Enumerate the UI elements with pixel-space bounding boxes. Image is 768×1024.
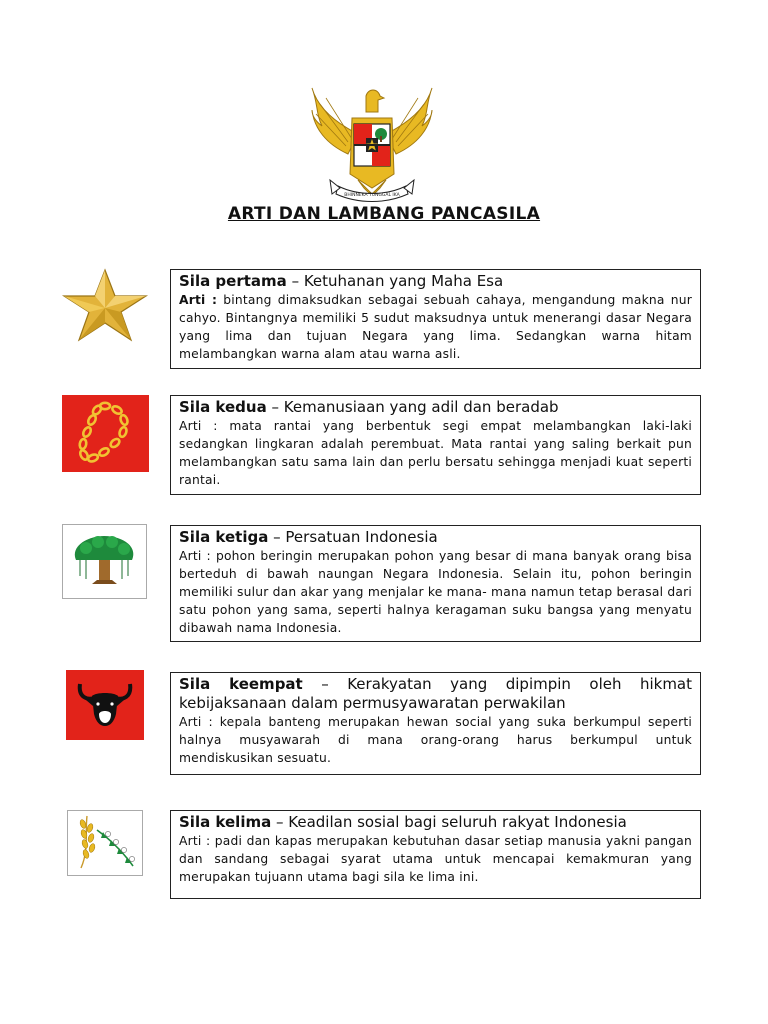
sila-description: Arti : mata rantai yang berbentuk segi empat melambangkan laki-laki sedangkan lingkaran adalah perembuat. Mata rantai yang saling berkait pun melambangkan satu sama lain dan perlu bersatu sehingga menjadi kuat seperti rantai. [179, 419, 692, 487]
sila-heading: Sila kelima – Keadilan sosial bagi seluruh rakyat Indonesia [179, 813, 627, 831]
sila-card-4 [170, 672, 701, 775]
garuda-pancasila-emblem [308, 84, 436, 208]
sila-heading: Sila keempat – Kerakyatan yang dipimpin oleh hikmat kebijaksanaan dalam permusyawaratan perwakilan [179, 675, 693, 712]
sila-card-5 [170, 810, 701, 899]
sila-heading: Sila kedua – Kemanusiaan yang adil dan beradab [179, 398, 559, 416]
emblem-motto: BHINNEKA TUNGGAL IKA [344, 193, 400, 198]
sila-heading: Sila ketiga – Persatuan Indonesia [179, 528, 438, 546]
sila-description: Arti : padi dan kapas merupakan kebutuhan dasar setiap manusia yakni pangan dan sandang sebagai syarat utama untuk mencapai kemakmuran yang merupakan tujuann utama bagi sila ke lima ini. [179, 834, 693, 884]
chain-icon [62, 395, 149, 472]
rice-cotton-icon [67, 810, 143, 876]
sila-card-1 [170, 269, 701, 369]
banyan-tree-icon [62, 524, 147, 599]
sila-description: Arti : bintang dimaksudkan sebagai sebuah cahaya, mengandung makna nur cahyo. Bintangnya memiliki 5 sudut maksudnya untuk menerangi dasar Negara yang lima dan tujuan Negara yang lima. Sedangkan warna hitam melambangkan warna alam atau warna asli. [179, 293, 692, 361]
page-title: ARTI DAN LAMBANG PANCASILA [227, 204, 541, 224]
sila-description: Arti : kepala banteng merupakan hewan social yang suka berkumpul seperti halnya musyawarah di mana orang-orang harus berkumpul untuk mendiskusikan sesuatu. [179, 715, 692, 765]
sila-description: Arti : pohon beringin merupakan pohon yang besar di mana banyak orang bisa berteduh di bawah naungan Negara Indonesia. Selain itu, pohon beringin memiliki sulur dan akar yang menjalar ke mana- mana namun tetap berasal dari satu pohon yang sama, seperti halnya keragaman suku bangsa yang menyatu dibawah nama Indonesia. [179, 549, 693, 635]
bull-head-icon [66, 670, 144, 740]
star-icon [60, 268, 150, 342]
sila-card-2 [170, 395, 701, 495]
sila-card-3 [170, 525, 701, 642]
sila-heading: Sila pertama – Ketuhanan yang Maha Esa [179, 272, 504, 290]
